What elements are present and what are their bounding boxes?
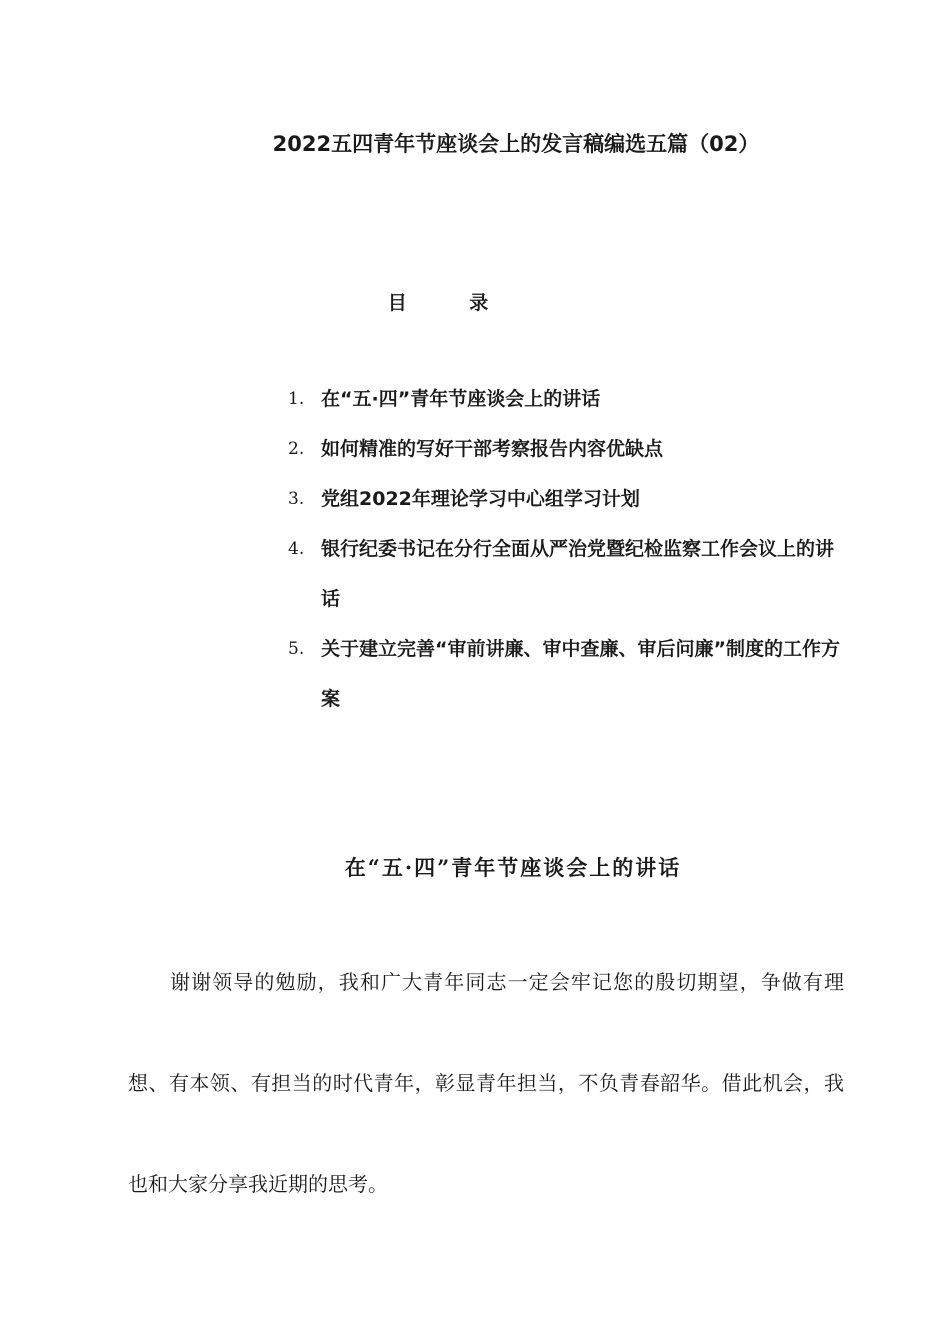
toc-item-number: 5. [288,639,305,659]
toc-item [288,474,848,524]
toc-item-number: 4. [288,539,305,559]
toc-item-number: 2. [288,439,305,459]
toc-item-text: 在“五·四”青年节座谈会上的讲话 [321,388,601,410]
section-title: 在“五·四”青年节座谈会上的讲话 [344,855,682,880]
toc-item [288,524,848,624]
toc-item [288,424,848,474]
body-paragraph: 谢谢领导的勉励，我和广大青年同志一定会牢记您的殷切期望，争做有理想、有本领、有担当的时代青年，彰显青年担当，不负青春韶华。借此机会，我也和大家分享我近期的思考。 [128,970,844,1196]
toc-item-text: 银行纪委书记在分行全面从严治党暨纪检监察工作会议上的讲话 [321,538,835,610]
toc-heading: 目 录 [387,292,517,314]
toc-item [288,374,848,424]
document-title: 2022五四青年节座谈会上的发言稿编选五篇（02） [272,132,760,156]
toc-item [288,624,848,724]
toc-item-text: 如何精准的写好干部考察报告内容优缺点 [321,438,664,460]
toc-item-number: 1. [288,389,305,409]
toc-item-text: 关于建立完善“审前讲廉、审中查廉、审后问廉”制度的工作方案 [321,638,840,710]
table-of-contents [288,374,848,724]
toc-item-number: 3. [288,489,305,509]
toc-item-text: 党组2022年理论学习中心组学习计划 [321,488,640,510]
